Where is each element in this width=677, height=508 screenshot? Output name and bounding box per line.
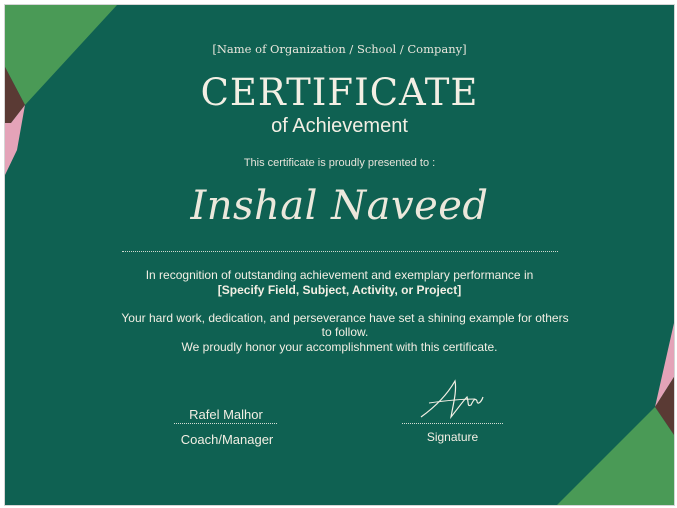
signer-role: Coach/Manager (180, 432, 274, 447)
recipient-name: Inshal Naveed (190, 183, 489, 229)
organization-name: [Name of Organization / School / Company] (212, 42, 467, 56)
signer-name: Rafel Malhor (189, 407, 263, 422)
name-divider (122, 251, 558, 252)
signer-name-line (174, 423, 277, 424)
certificate (5, 5, 674, 505)
certificate-frame (4, 4, 675, 506)
signature-line (402, 423, 503, 424)
recognition-line: In recognition of outstanding achievement and exemplary performance in (145, 268, 534, 282)
certificate-subtitle: of Achievement (271, 115, 408, 137)
signature-label: Signature (426, 430, 479, 444)
certificate-title: CERTIFICATE (200, 71, 479, 114)
field-placeholder: [Specify Field, Subject, Activity, or Project] (217, 283, 462, 297)
presented-to-text: This certificate is proudly presented to : (243, 157, 436, 169)
signature-scribble (415, 377, 495, 425)
encouragement-line: Your hard work, dedication, and perseverance have set a shining example for others to follow. (121, 311, 569, 339)
honor-line: We proudly honor your accomplishment with this certificate. (181, 340, 498, 354)
